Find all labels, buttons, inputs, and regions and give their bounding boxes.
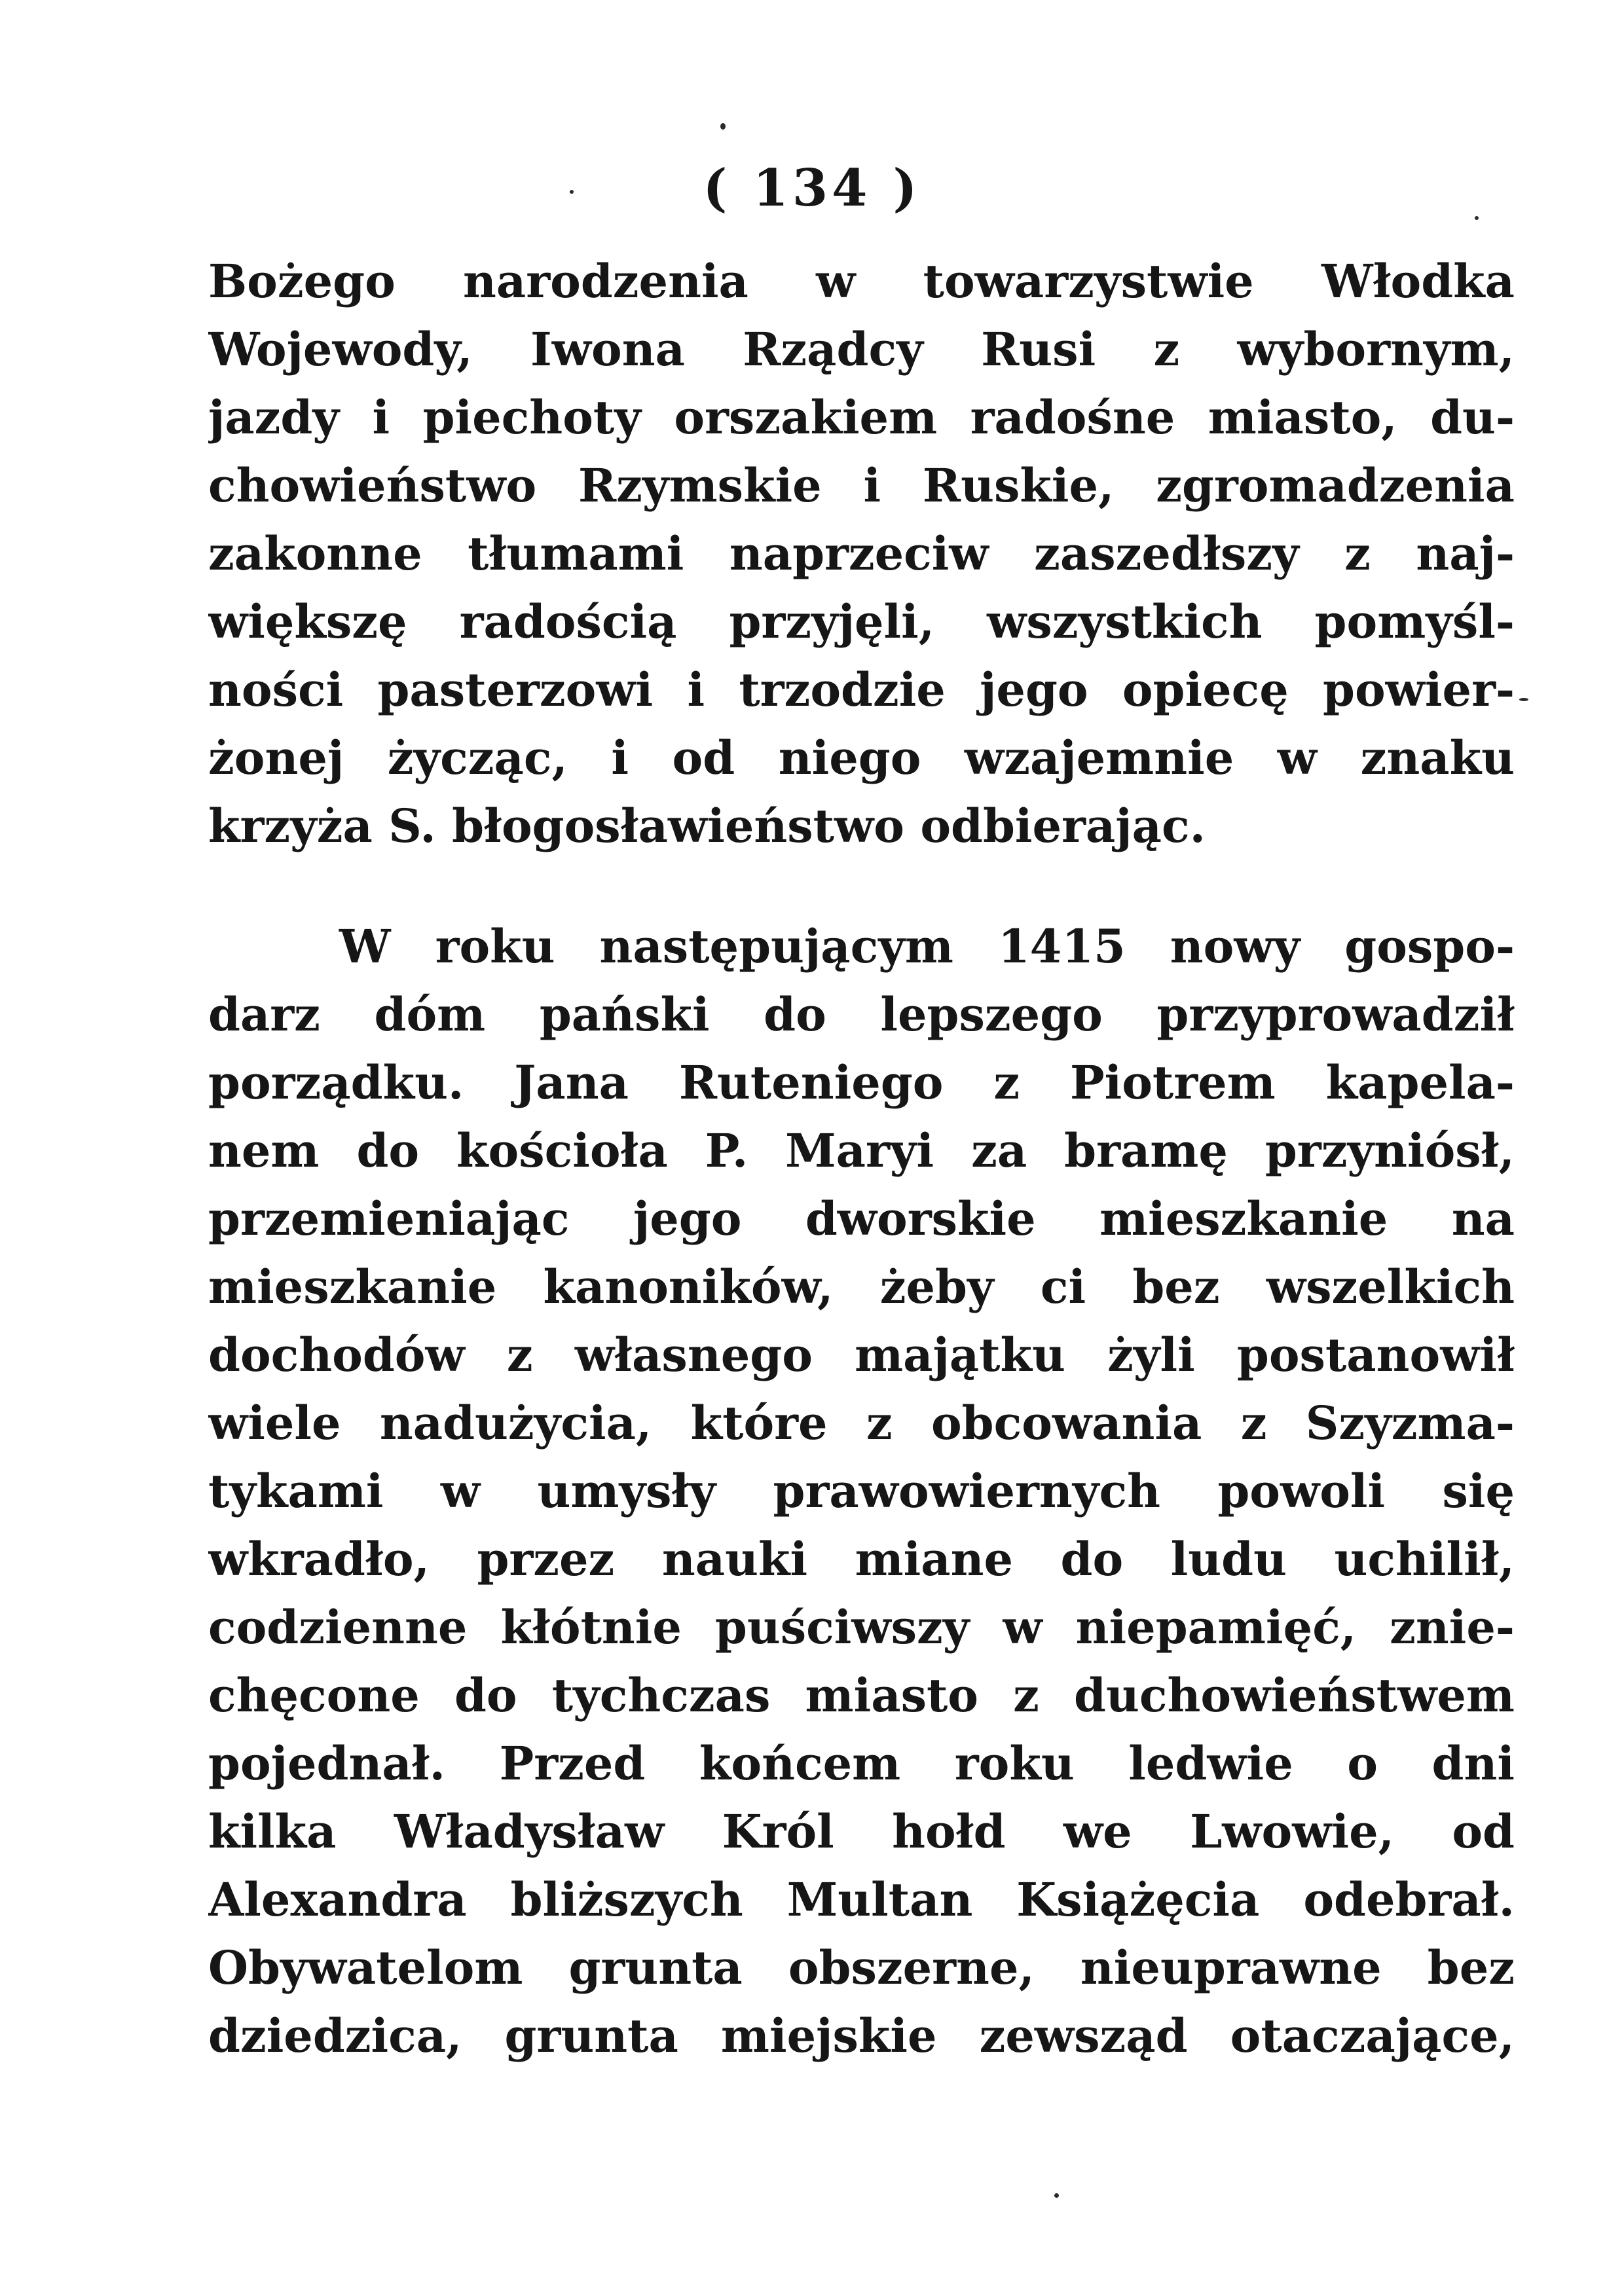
paragraph-2 [208,913,1515,2070]
text-line: tykami w umysły prawowiernych powoli się [208,1464,1515,1518]
text-line: nem do kościoła P. Maryi za bramę przyniósł, [208,1123,1515,1178]
text-line: Alexandra bliższych Multan Książęcia odebrał. [208,1872,1515,1927]
ink-speck [720,123,726,130]
text-line: porządku. Jana Ruteniego z Piotrem kapela- [208,1055,1515,1110]
text-line: większę radością przyjęli, wszystkich pomyśl- [208,594,1515,649]
text-line: codzienne kłótnie puściwszy w niepamięć, znie- [208,1600,1515,1654]
text-line: darz dóm pański do lepszego przyprowadził [208,987,1515,1042]
text-line: dochodów z własnego majątku żyli postanowił [208,1328,1515,1382]
ink-speck [1475,216,1479,220]
ink-speck [1519,698,1528,701]
text-line: wkradło, przez nauki miane do ludu uchilił, [208,1532,1515,1586]
ink-speck [570,190,574,194]
text-line: pojednał. Przed końcem roku ledwie o dni [208,1736,1515,1791]
text-line: ności pasterzowi i trzodzie jego opiecę powier- [208,663,1515,717]
text-line: zakonne tłumami naprzeciw zaszedłszy z naj- [208,526,1515,581]
text-line: Bożego narodzenia w towarzystwie Włodka [208,254,1515,308]
text-line: wiele nadużycia, które z obcowania z Szyzma- [208,1396,1515,1450]
page-number: ( 134 ) [703,158,921,218]
paragraph-1 [208,247,1515,860]
text-line: Wojewody, Iwona Rządcy Rusi z wybornym, [208,322,1515,376]
ink-speck [1054,2193,1059,2198]
text-line: chowieństwo Rzymskie i Ruskie, zgromadzenia [208,458,1515,513]
text-line: Obywatelom grunta obszerne, nieuprawne bez [208,1941,1515,1995]
text-line: dziedzica, grunta miejskie zewsząd otaczające, [208,2009,1515,2063]
text-line: mieszkanie kanoników, żeby ci bez wszelkich [208,1260,1515,1314]
text-line: krzyża S. błogosławieństwo odbierając. [208,799,1206,853]
text-line: chęcone do tychczas miasto z duchowieństwem [208,1668,1515,1722]
text-line: jazdy i piechoty orszakiem radośne miasto, du- [208,390,1515,445]
text-line: przemieniając jego dworskie mieszkanie na [208,1192,1515,1246]
text-line: kilka Władysław Król hołd we Lwowie, od [208,1804,1515,1859]
text-line: W roku następującym 1415 nowy gospo- [339,919,1515,974]
text-line: żonej życząc, i od niego wzajemnie w znaku [208,731,1515,785]
